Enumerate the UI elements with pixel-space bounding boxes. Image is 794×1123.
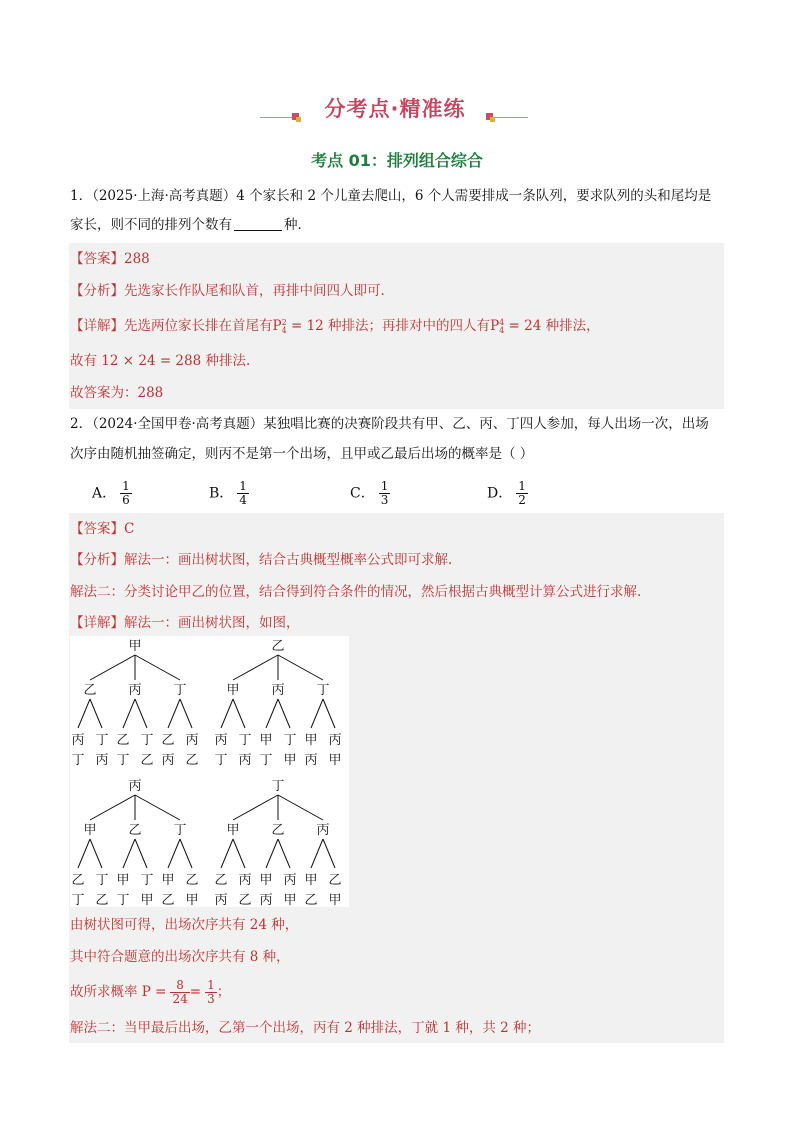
tree-branch (266, 839, 278, 868)
tree-leaf-label: 甲 (161, 873, 175, 888)
q2-method2: 解法二：当甲最后出场，乙第一个出场，丙有 2 种排法，丁就 1 种，共 2 种； (70, 1020, 541, 1036)
q1-detail-text-c: = 24 种排法， (504, 318, 600, 334)
q1-final: 故答案为：288 (70, 385, 164, 401)
q1-answer (70, 249, 150, 269)
tree-leaf-label: 丙 (238, 873, 252, 888)
q2-prob-fraction-2: $\frac{1}{3}$ (207, 978, 215, 1006)
tree-leaf-label: 甲 (116, 873, 130, 888)
tree-branch (168, 699, 180, 728)
q2-answer-tag: 【答案】 (70, 521, 124, 537)
tree-leaf-label: 丙 (328, 733, 342, 748)
banner-square-left-gold (296, 117, 301, 122)
tree-child-label: 丁 (316, 683, 330, 698)
tree-leaf-label: 丁 (95, 873, 109, 888)
q1-detail-text-b: = 12 种排法；再排对中的四人有 (286, 318, 491, 334)
q2-detail (70, 613, 300, 633)
tree-root-label: 丁 (271, 779, 285, 794)
q2-option-b[interactable]: B． $\frac{1}{4}$ (209, 479, 247, 507)
tree-branch (221, 839, 233, 868)
tree-leaf-label: 丁 (95, 733, 109, 748)
tree-leaf-label: 丙 (214, 733, 228, 748)
tree-branch (135, 655, 180, 680)
tree-leaf-label: 丙 (214, 893, 228, 907)
tree-child-label: 乙 (128, 823, 142, 838)
q1-detail-tag: 【详解】 (70, 318, 124, 334)
tree-leaf-label: 丙 (283, 873, 297, 888)
tree-leaf-label: 丁 (140, 873, 154, 888)
q1-so-line: 故有 12 × 24 = 288 种排法. (70, 353, 251, 369)
tree-branch (135, 839, 147, 868)
tree-leaf-label: 乙 (116, 733, 130, 748)
tree-leaf-label: 甲 (328, 893, 342, 907)
tree-leaf-label: 甲 (185, 893, 199, 907)
tree-leaf-label: 乙 (185, 873, 199, 888)
q2-probability (70, 979, 230, 1006)
tree-leaf-label: 甲 (140, 893, 154, 907)
tree-leaf-label: 乙 (185, 753, 199, 768)
tree-branch (78, 699, 90, 728)
tree-branch (278, 839, 290, 868)
tree-branch (168, 839, 180, 868)
q2-stem-line2: 次序由随机抽签确定，则丙不是第一个出场，且甲或乙最后出场的概率是（ ） (70, 446, 534, 462)
tree-child-label: 甲 (83, 823, 97, 838)
tree-branch (233, 795, 278, 820)
tree-leaf-label: 丁 (259, 753, 273, 768)
tree-leaf-label: 乙 (214, 873, 228, 888)
tree-child-label: 丙 (271, 683, 285, 698)
tree-branch (311, 699, 323, 728)
tree-leaf-label: 丙 (185, 733, 199, 748)
tree-branch (278, 655, 323, 680)
tree-branch (135, 795, 180, 820)
q2-analysis-2: 解法二：分类讨论甲乙的位置，结合得到符合条件的情况，然后根据古典概型计算公式进行求解. (70, 584, 642, 600)
q2-answer (70, 519, 134, 539)
tree-root-label: 甲 (128, 639, 142, 654)
tree-leaf-label: 乙 (71, 873, 85, 888)
q2-answer-value: C (124, 521, 135, 537)
tree-leaf-label: 丁 (140, 733, 154, 748)
q1-analysis-tag: 【分析】 (70, 283, 124, 299)
tree-branch (180, 839, 192, 868)
tree-leaf-label: 甲 (283, 893, 297, 907)
q1-answer-value: 288 (124, 251, 150, 267)
tree-leaf-label: 甲 (259, 733, 273, 748)
q1-stem-text: 家长，则不同的排列个数有 (70, 217, 232, 233)
q1-stem-line2 (70, 215, 311, 235)
tree-leaf-label: 乙 (238, 893, 252, 907)
tree-leaf-label: 丁 (116, 753, 130, 768)
q2-option-a[interactable]: A． $\frac{1}{6}$ (92, 479, 130, 507)
tree-diagram-svg (70, 636, 349, 907)
q2-detail-tag: 【详解】 (70, 615, 124, 631)
section-title: 考点 01：排列组合综合 (311, 151, 483, 170)
tree-leaf-label: 甲 (328, 753, 342, 768)
tree-branch (233, 839, 245, 868)
q2-stem-line1: 2．（2024·全国甲卷·高考真题）某独唱比赛的决赛阶段共有甲、乙、丙、丁四人参加，每人出场一次，出场 (70, 416, 709, 432)
banner-line-right (490, 117, 528, 118)
tree-leaf-label: 乙 (95, 893, 109, 907)
tree-leaf-label: 甲 (304, 733, 318, 748)
tree-diagram (70, 636, 349, 907)
banner-square-right-gold (490, 117, 495, 122)
tree-leaf-label: 甲 (283, 753, 297, 768)
tree-leaf-label: 乙 (161, 733, 175, 748)
tree-branch (221, 699, 233, 728)
tree-branch (90, 699, 102, 728)
tree-branch (90, 839, 102, 868)
q2-analysis-text-1: 解法一：画出树状图，结合古典概型概率公式即可求解. (124, 552, 453, 568)
tree-branch (90, 795, 135, 820)
tree-root-label: 乙 (271, 639, 285, 654)
tree-child-label: 甲 (226, 683, 240, 698)
q1-perm-1: P 2 4 (272, 317, 287, 335)
tree-child-label: 丁 (173, 683, 187, 698)
tree-leaf-label: 丙 (161, 753, 175, 768)
tree-branch (90, 655, 135, 680)
tree-leaf-label: 丁 (116, 893, 130, 907)
q2-option-d[interactable]: D． $\frac{1}{2}$ (487, 479, 526, 507)
tree-leaf-label: 甲 (259, 873, 273, 888)
q2-analysis-1 (70, 550, 452, 570)
tree-branch (278, 795, 323, 820)
q2-match-note: 其中符合题意的出场次序共有 8 种， (70, 949, 290, 965)
tree-leaf-label: 丙 (238, 753, 252, 768)
tree-branch (323, 699, 335, 728)
tree-branch (123, 699, 135, 728)
tree-child-label: 乙 (271, 823, 285, 838)
tree-branch (123, 839, 135, 868)
tree-branch (233, 655, 278, 680)
q2-analysis-tag: 【分析】 (70, 552, 124, 568)
q1-perm-2: P 4 4 (490, 317, 505, 335)
tree-leaf-label: 丁 (71, 753, 85, 768)
tree-leaf-label: 丁 (283, 733, 297, 748)
q1-analysis (70, 281, 385, 301)
q2-prob-text: 故所求概率 P = (70, 984, 167, 1000)
tree-branch (323, 839, 335, 868)
q1-answer-blank (234, 216, 282, 231)
tree-branch (311, 839, 323, 868)
tree-branch (78, 839, 90, 868)
tree-leaf-label: 丙 (304, 753, 318, 768)
tree-leaf-label: 甲 (304, 873, 318, 888)
q2-prob-equals: = (189, 984, 202, 1000)
q1-stem-unit: 种． (284, 217, 311, 233)
tree-leaf-label: 乙 (161, 893, 175, 907)
q2-tree-note: 由树状图可得，出场次序共有 24 种， (70, 917, 299, 933)
q2-option-c[interactable]: C． $\frac{1}{3}$ (350, 479, 389, 507)
q1-stem-line1: 1．（2025·上海·高考真题）4 个家长和 2 个儿童去爬山，6 个人需要排成一条队列，要求队列的头和尾均是 (70, 188, 712, 204)
tree-leaf-label: 丁 (238, 733, 252, 748)
tree-leaf-label: 丙 (71, 733, 85, 748)
tree-branch (180, 699, 192, 728)
q1-answer-tag: 【答案】 (70, 251, 124, 267)
q1-detail (70, 316, 600, 336)
tree-leaf-label: 丙 (259, 893, 273, 907)
tree-branch (266, 699, 278, 728)
q2-prob-end: ； (216, 984, 231, 1000)
tree-leaf-label: 丁 (214, 753, 228, 768)
tree-leaf-label: 丁 (71, 893, 85, 907)
tree-branch (233, 699, 245, 728)
q2-detail-text: 解法一：画出树状图，如图， (124, 615, 300, 631)
tree-child-label: 丙 (128, 683, 142, 698)
tree-leaf-label: 乙 (304, 893, 318, 907)
tree-leaf-label: 乙 (328, 873, 342, 888)
tree-root-label: 丙 (128, 779, 142, 794)
tree-child-label: 丙 (316, 823, 330, 838)
q1-detail-text-a: 先选两位家长排在首尾有 (124, 318, 273, 334)
tree-child-label: 丁 (173, 823, 187, 838)
tree-branch (135, 699, 147, 728)
tree-branch (278, 699, 290, 728)
tree-child-label: 乙 (83, 683, 97, 698)
q1-analysis-text: 先选家长作队尾和队首，再排中间四人即可. (124, 283, 385, 299)
tree-leaf-label: 丙 (95, 753, 109, 768)
tree-child-label: 甲 (226, 823, 240, 838)
tree-leaf-label: 乙 (140, 753, 154, 768)
banner-title: 分考点·精准练 (324, 97, 466, 121)
q2-prob-fraction-1: $\frac{8}{24}$ (172, 978, 188, 1006)
